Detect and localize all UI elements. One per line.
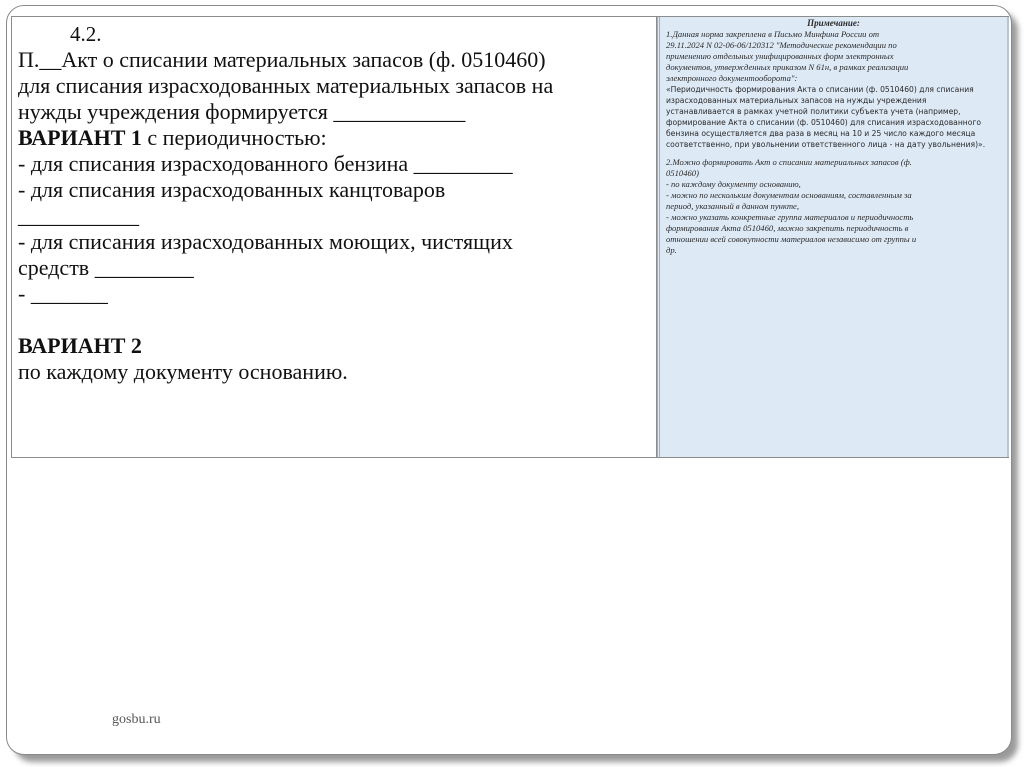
note-quote-line: бензина осуществляется два раза в месяц на 10 и 25 число каждого месяца <box>666 129 976 138</box>
main-line-8: - для списания израсходованных моющих, чистящих <box>18 229 513 254</box>
note-title: Примечание: <box>807 18 860 28</box>
variant-1-line <box>18 125 656 151</box>
note-p2-line: - можно указать конкретные группа материалов и периодичность <box>666 212 914 222</box>
main-line-3: нужды учреждения формируется ____________ <box>18 99 466 124</box>
note-paragraph-2 <box>666 157 1001 256</box>
main-line-5: - для списания израсходованного бензина _________ <box>18 151 513 176</box>
variant-2-label: ВАРИАНТ 2 <box>18 333 142 358</box>
main-line-7: ___________ <box>18 203 139 228</box>
note-p2-line: - по каждому документу основанию, <box>666 179 801 189</box>
variant-1-text: с периодичностью: <box>141 125 327 150</box>
note-quote-line: «Периодичность формирования Акта о списании (ф. 0510460) для списания <box>666 85 974 94</box>
note-quote-line: соответственно, при увольнении ответственного лица - на дату увольнения)». <box>666 140 986 149</box>
note-p2-line: 0510460) <box>666 168 699 178</box>
note-p1-line: применению отдельных унифицированных форм электронных <box>666 51 894 61</box>
variant-1-label: ВАРИАНТ 1 <box>18 125 142 150</box>
main-line-2: для списания израсходованных материальных запасов на <box>18 73 554 98</box>
note-paragraph-1 <box>666 29 1001 84</box>
slide <box>6 5 1012 755</box>
note-gap <box>666 150 1001 157</box>
note-quote-line: устанавливается в рамках учетной политики субъекта учета (например, <box>666 107 961 116</box>
note-p1-line: электронного документооборота": <box>666 73 798 83</box>
note-p2-line: - можно по нескольким документам основаниям, составленным за <box>666 190 912 200</box>
item-number: 4.2. <box>70 22 102 46</box>
note-quote-line: израсходованных материальных запасов на нужды учреждения <box>666 96 927 105</box>
content-table <box>11 16 1009 458</box>
variant-2-text: по каждому документу основанию. <box>18 359 348 384</box>
note-p2-line: 2.Можно формировать Акт о списании материальных запасов (ф. <box>666 157 912 167</box>
note-p1-line: 29.11.2024 N 02-06-06/120312 "Методические рекомендации по <box>666 40 897 50</box>
note-cell <box>657 17 1009 457</box>
main-line-1: П.__Акт о списании материальных запасов (ф. 0510460) <box>18 47 546 72</box>
note-p1-line: 1.Данная норма закреплена в Письмо Минфина России от <box>666 29 880 39</box>
main-line-10: - _______ <box>18 281 108 306</box>
spacer <box>18 307 656 333</box>
note-p2-line: формирования Акта 0510460, можно закрепить периодичность в <box>666 223 909 233</box>
note-p1-line: документов, утвержденных приказом N 61н, в рамках реализации <box>666 62 909 72</box>
main-line-6: - для списания израсходованных канцтоваров <box>18 177 446 202</box>
note-p2-line: др. <box>666 245 677 255</box>
note-p2-line: отношении всей совокупности материалов независимо от группы и <box>666 234 917 244</box>
note-quote-line: формирование Акта о списании (ф. 0510460) для списания израсходованного <box>666 118 982 127</box>
note-p2-line: период, указанный в данном пункте, <box>666 201 799 211</box>
footer-site: gosbu.ru <box>112 712 161 727</box>
main-cell <box>12 17 657 457</box>
main-line-9: средств _________ <box>18 255 194 280</box>
note-quote <box>666 84 1001 150</box>
